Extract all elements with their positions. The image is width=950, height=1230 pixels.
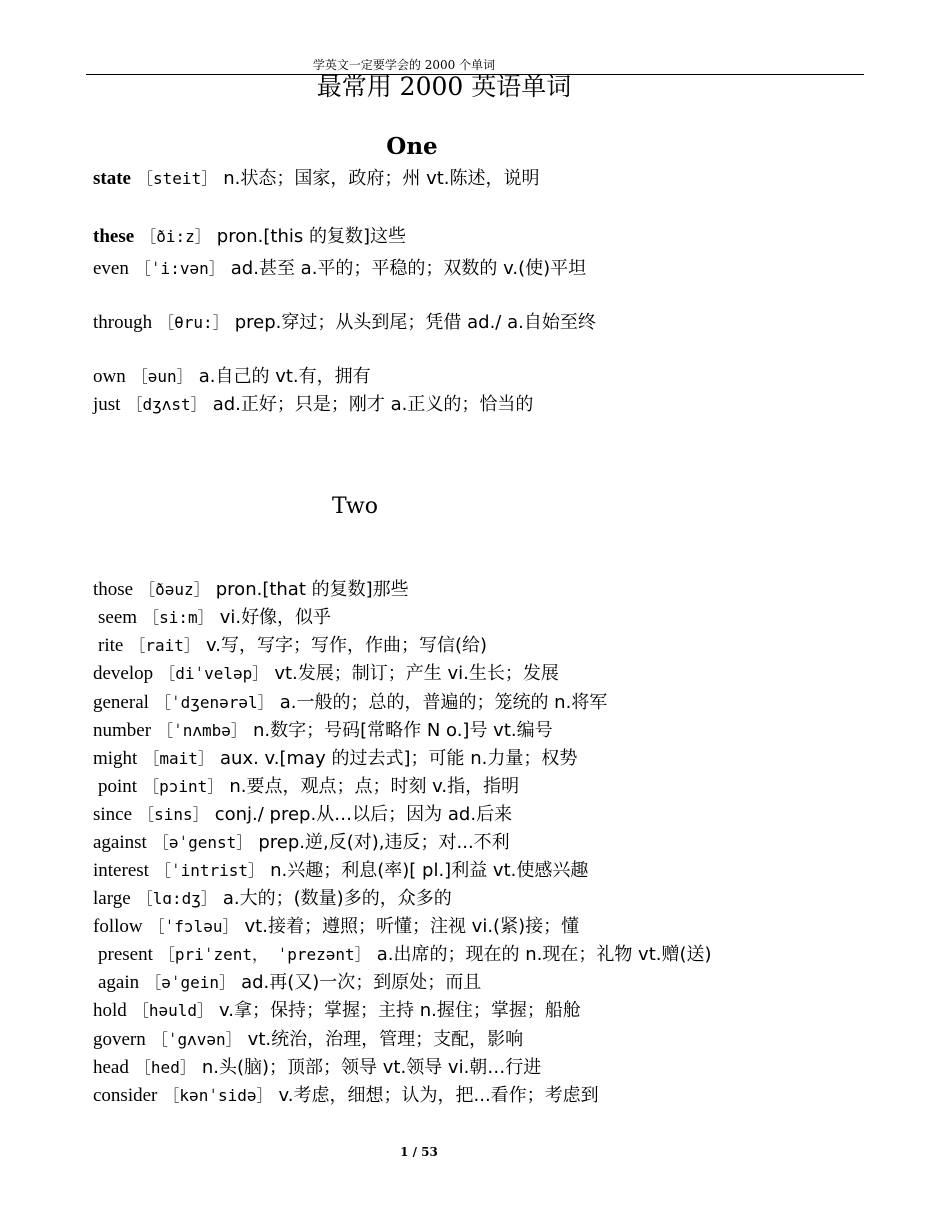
entry-definition: v.考虑，细想；认为，把...看作；考虑到 bbox=[278, 1085, 599, 1106]
entry-consider bbox=[93, 1081, 599, 1110]
entry-word: interest bbox=[93, 860, 149, 881]
entry-again bbox=[98, 968, 481, 997]
entry-word: large bbox=[93, 888, 131, 909]
entry-phonetic: ［hed］ bbox=[134, 1058, 196, 1077]
entry-present bbox=[98, 940, 712, 969]
entry-definition: n.要点，观点；点；时刻 v.指，指明 bbox=[229, 776, 520, 797]
entry-phonetic: ［diˈveləp］ bbox=[159, 664, 269, 683]
entry-rite bbox=[98, 631, 487, 660]
entry-phonetic: ［ˈdʒenərəl］ bbox=[154, 693, 274, 712]
document-title: 最常用 2000 英语单词 bbox=[316, 72, 572, 101]
entry-word: develop bbox=[93, 663, 154, 684]
entry-state bbox=[93, 164, 540, 193]
entry-word: rite bbox=[98, 635, 124, 656]
entry-word: against bbox=[93, 832, 147, 853]
entry-word: might bbox=[93, 748, 138, 769]
entry-interest bbox=[93, 856, 588, 885]
entry-phonetic: ［əˈgenst］ bbox=[152, 833, 253, 852]
entry-definition: v.拿；保持；掌握；主持 n.握住；掌握；船舱 bbox=[219, 1000, 581, 1021]
entry-definition: n.头(脑)；顶部；领导 vt.领导 vi.朝…行进 bbox=[201, 1057, 542, 1078]
entry-definition: pron.[this 的复数]这些 bbox=[216, 226, 406, 247]
entry-word: number bbox=[93, 720, 152, 741]
entry-might bbox=[93, 744, 577, 773]
entry-develop bbox=[93, 659, 559, 688]
entry-definition: ad.再(又)一次；到原处；而且 bbox=[241, 972, 482, 993]
running-header: 学英文一定要学会的 2000 个单词 bbox=[312, 58, 496, 72]
entry-head bbox=[93, 1053, 541, 1082]
entry-word: general bbox=[93, 692, 149, 713]
entry-phonetic: ［sins］ bbox=[138, 805, 209, 824]
entry-definition: vt.发展；制订；产生 vi.生长；发展 bbox=[274, 663, 559, 684]
entry-own bbox=[93, 362, 371, 391]
entry-definition: prep.穿过；从头到尾；凭借 ad./ a.自始至终 bbox=[234, 312, 596, 333]
entry-phonetic: ［ˈnʌmbə］ bbox=[157, 721, 247, 740]
entry-since bbox=[93, 800, 512, 829]
entry-phonetic: ［mait］ bbox=[143, 749, 214, 768]
entry-word: consider bbox=[93, 1085, 158, 1106]
entry-word: through bbox=[93, 312, 153, 333]
entry-definition: prep.逆,反(对),违反；对...不利 bbox=[258, 832, 510, 853]
entry-word: again bbox=[98, 972, 140, 993]
entry-phonetic: ［lɑ:dʒ］ bbox=[136, 889, 217, 908]
entry-govern bbox=[93, 1025, 523, 1054]
entry-definition: ad.甚至 a.平的；平稳的；双数的 v.(使)平坦 bbox=[230, 258, 587, 279]
section-heading-two: Two bbox=[332, 494, 378, 519]
entry-phonetic: ［ˈi:vən］ bbox=[134, 259, 225, 278]
entry-these bbox=[93, 222, 406, 251]
entry-definition: a.自己的 vt.有，拥有 bbox=[198, 366, 371, 387]
entry-word: since bbox=[93, 804, 133, 825]
entry-definition: vt.接着；遵照；听懂；注视 vi.(紧)接；懂 bbox=[244, 916, 580, 937]
entry-phonetic: ［həuld］ bbox=[132, 1001, 213, 1020]
entry-number bbox=[93, 716, 553, 745]
entry-word: state bbox=[93, 168, 131, 189]
entry-against bbox=[93, 828, 510, 857]
entry-definition: vi.好像，似乎 bbox=[219, 607, 332, 628]
entry-definition: vt.统治，治理，管理；支配，影响 bbox=[247, 1029, 524, 1050]
entry-even bbox=[93, 254, 586, 283]
entry-phonetic: ［steit］ bbox=[137, 169, 218, 188]
entry-general bbox=[93, 688, 607, 717]
entry-through bbox=[93, 308, 596, 337]
entry-point bbox=[98, 772, 519, 801]
entry-phonetic: ［priˈzent， ˈprezənt］ bbox=[158, 945, 371, 964]
entry-word: point bbox=[98, 776, 138, 797]
entry-follow bbox=[93, 912, 579, 941]
entry-word: seem bbox=[98, 607, 138, 628]
entry-word: even bbox=[93, 258, 129, 279]
entry-those bbox=[93, 575, 409, 604]
entry-definition: a.出席的；现在的 n.现在；礼物 vt.赠(送) bbox=[376, 944, 712, 965]
entry-word: present bbox=[98, 944, 153, 965]
entry-definition: ad.正好；只是；刚才 a.正义的；恰当的 bbox=[212, 394, 534, 415]
entry-just bbox=[93, 390, 533, 419]
entry-definition: n.数字；号码[常略作 N o.]号 vt.编号 bbox=[252, 720, 553, 741]
entry-phonetic: ［ˈintrist］ bbox=[154, 861, 265, 880]
entry-phonetic: ［ði:z］ bbox=[140, 227, 211, 246]
entry-definition: n.状态；国家，政府；州 vt.陈述，说明 bbox=[223, 168, 540, 189]
entry-definition: n.兴趣；利息(率)[ pl.]利益 vt.使感兴趣 bbox=[270, 860, 589, 881]
entry-word: head bbox=[93, 1057, 129, 1078]
entry-definition: v.写，写字；写作，作曲；写信(给) bbox=[205, 635, 487, 656]
entry-phonetic: ［ˈgʌvən］ bbox=[151, 1030, 242, 1049]
entry-phonetic: ［əˈgein］ bbox=[145, 973, 236, 992]
entry-definition: conj./ prep.从…以后；因为 ad.后来 bbox=[214, 804, 513, 825]
entry-hold bbox=[93, 996, 581, 1025]
entry-definition: a.大的；(数量)多的，众多的 bbox=[222, 888, 452, 909]
entry-phonetic: ［dʒʌst］ bbox=[126, 395, 207, 414]
entry-phonetic: ［ðəuz］ bbox=[139, 580, 210, 599]
entry-seem bbox=[98, 603, 331, 632]
entry-phonetic: ［θru:］ bbox=[158, 313, 229, 332]
entry-word: just bbox=[93, 394, 121, 415]
entry-word: these bbox=[93, 226, 135, 247]
entry-definition: pron.[that 的复数]那些 bbox=[215, 579, 409, 600]
entry-word: hold bbox=[93, 1000, 127, 1021]
page-number: 1 / 53 bbox=[400, 1145, 438, 1159]
entry-definition: a.一般的；总的，普遍的；笼统的 n.将军 bbox=[279, 692, 608, 713]
section-heading-one: One bbox=[386, 133, 438, 160]
entry-word: those bbox=[93, 579, 134, 600]
entry-phonetic: ［pɔint］ bbox=[143, 777, 224, 796]
entry-phonetic: ［si:m］ bbox=[143, 608, 214, 627]
entry-definition: aux. v.[may 的过去式]；可能 n.力量；权势 bbox=[219, 748, 578, 769]
entry-word: own bbox=[93, 366, 126, 387]
entry-phonetic: ［ˈfɔləu］ bbox=[148, 917, 239, 936]
entry-large bbox=[93, 884, 452, 913]
entry-phonetic: ［rait］ bbox=[129, 636, 200, 655]
entry-phonetic: ［əun］ bbox=[131, 367, 193, 386]
entry-word: govern bbox=[93, 1029, 146, 1050]
entry-phonetic: ［kənˈsidə］ bbox=[163, 1086, 273, 1105]
entry-word: follow bbox=[93, 916, 143, 937]
